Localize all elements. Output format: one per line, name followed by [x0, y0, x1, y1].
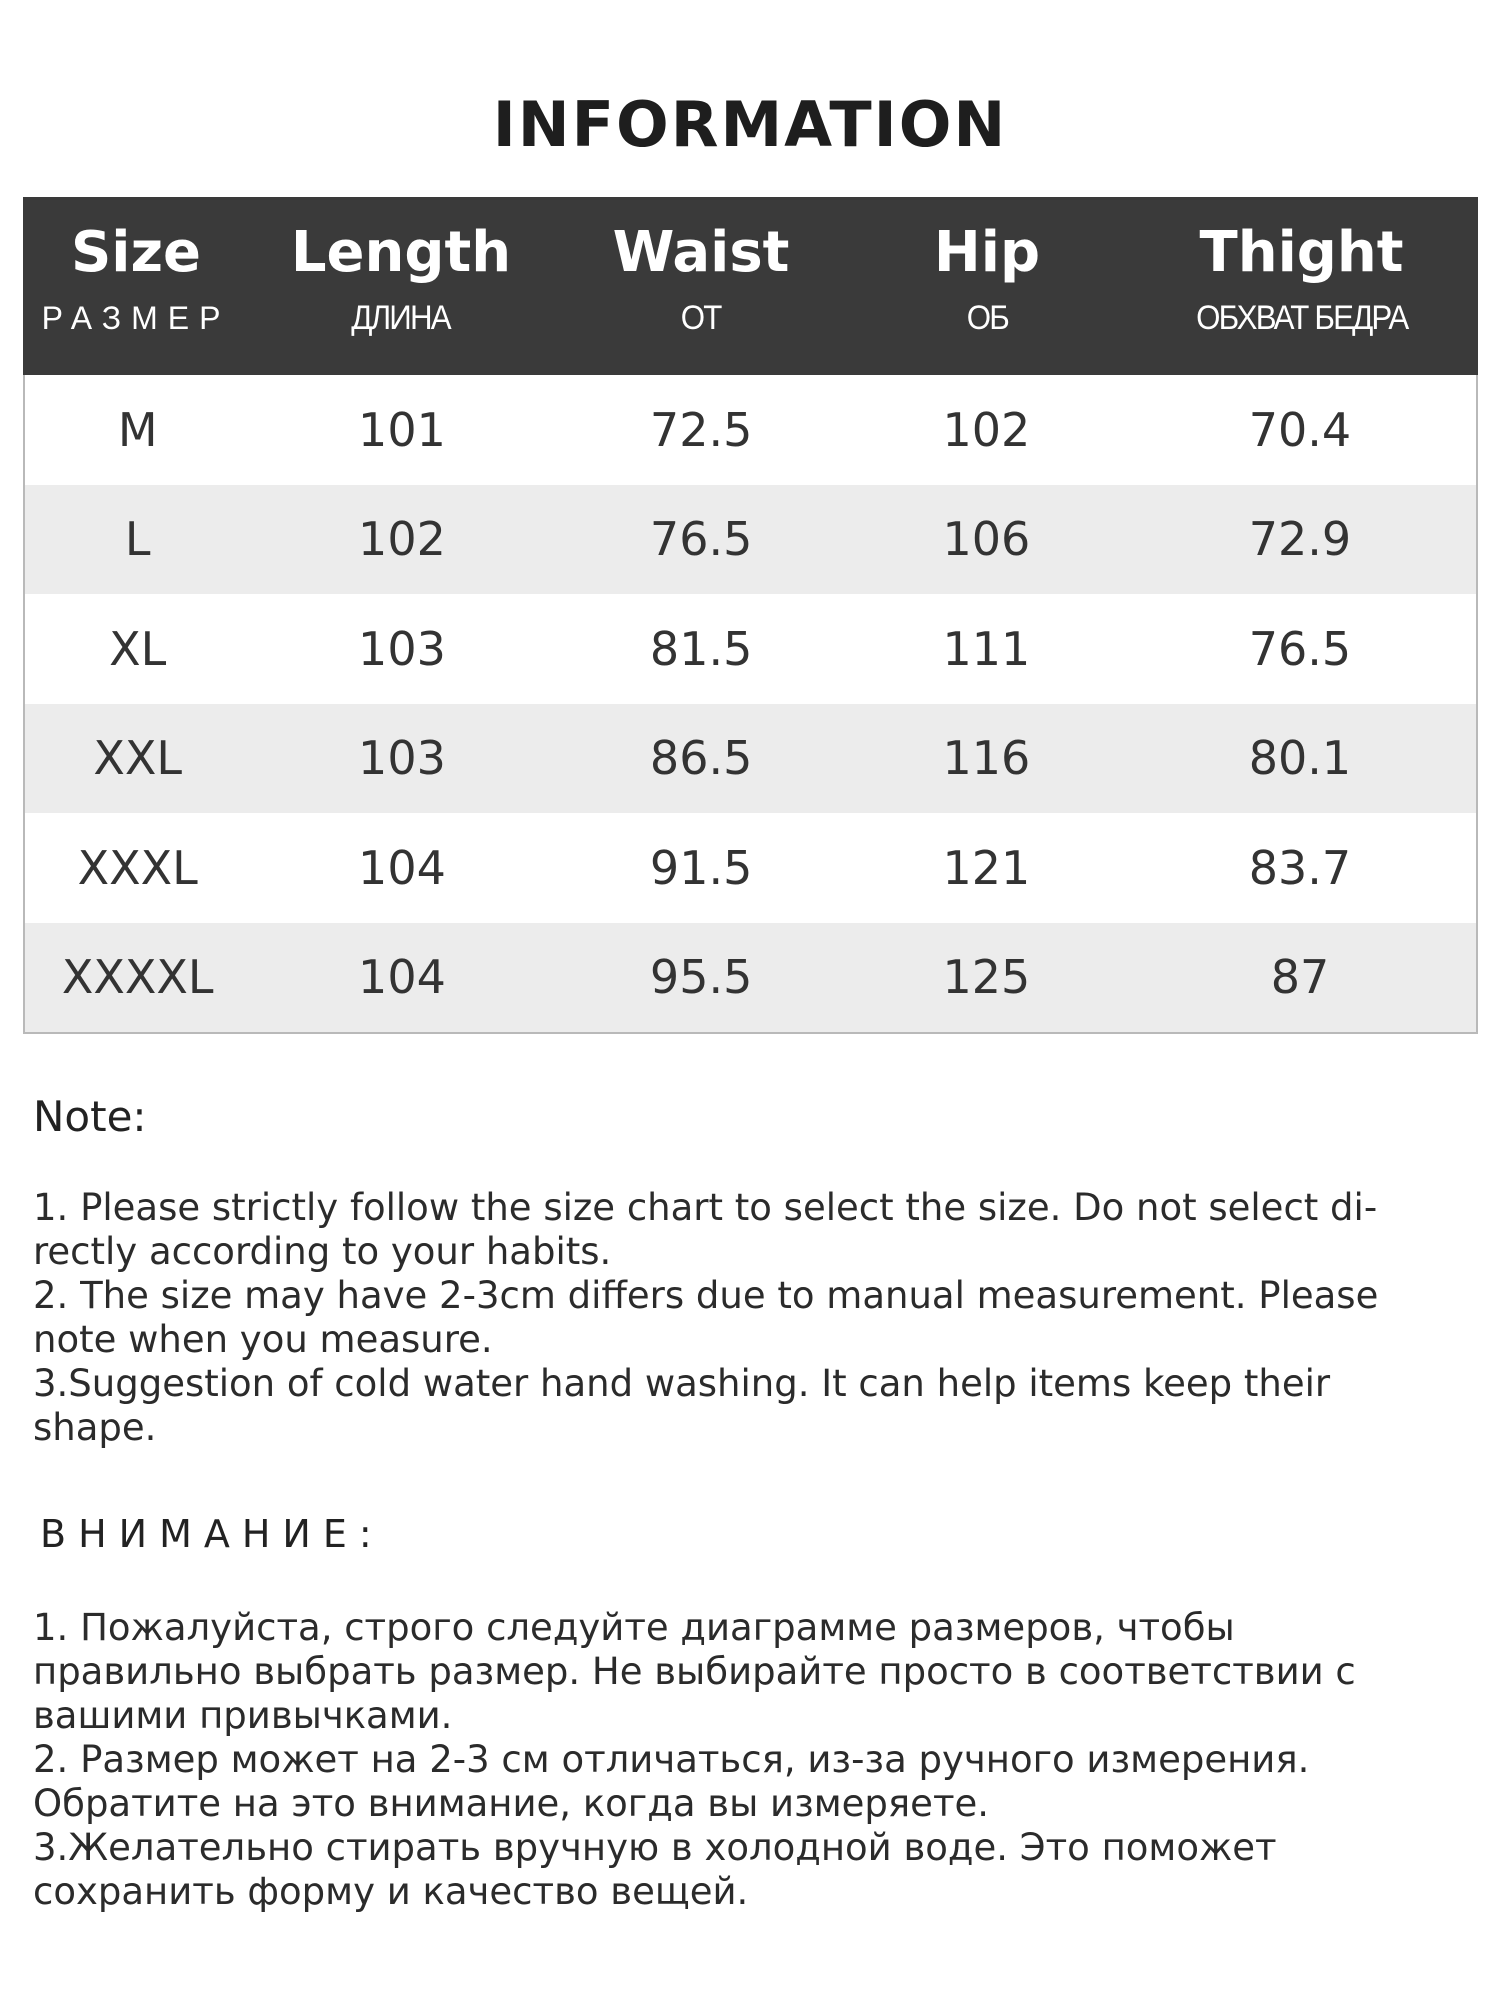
cell-hip: 111	[942, 621, 1031, 676]
cell-length: 104	[358, 950, 446, 1005]
header-waist-ru: ОТ	[681, 299, 721, 337]
english-notes	[33, 1186, 1453, 1450]
cell-length: 104	[358, 840, 446, 895]
header-thigh	[1125, 197, 1478, 375]
size-chart-table	[23, 197, 1478, 1034]
cell-size: L	[124, 512, 151, 567]
note-item: 3.Желательно стирать вручную в холодной воде. Это поможет сохранить форму и качество вещей.	[33, 1826, 1277, 1913]
header-size	[23, 197, 249, 375]
header-thigh-ru: ОБХВАТ БЕДРА	[1195, 299, 1408, 337]
cell-length: 103	[358, 731, 446, 786]
header-hip-ru: ОБ	[966, 299, 1008, 337]
cell-length: 103	[358, 621, 446, 676]
table-row	[25, 923, 1476, 1033]
cell-length: 102	[358, 512, 446, 567]
cell-waist: 81.5	[649, 621, 753, 676]
cell-hip: 125	[942, 950, 1031, 1005]
cell-thigh: 76.5	[1248, 621, 1352, 676]
cell-thigh: 87	[1270, 950, 1330, 1005]
note-heading: Note:	[33, 1092, 147, 1141]
header-hip-en: Hip	[933, 220, 1041, 285]
cell-size: XXXXL	[61, 950, 214, 1005]
note-item: 3.Suggestion of cold water hand washing. It can help items keep their shape.	[33, 1362, 1331, 1449]
russian-notes	[33, 1606, 1453, 1914]
cell-size: XXXL	[77, 840, 198, 895]
cell-waist: 95.5	[649, 950, 753, 1005]
cell-hip: 121	[942, 840, 1031, 895]
header-waist-en: Waist	[612, 220, 790, 285]
header-thigh-en: Thight	[1199, 220, 1404, 285]
cell-thigh: 83.7	[1248, 840, 1352, 895]
cell-thigh: 72.9	[1248, 512, 1352, 567]
cell-waist: 76.5	[649, 512, 753, 567]
page-title: INFORMATION	[492, 88, 1008, 161]
cell-hip: 116	[942, 731, 1031, 786]
cell-hip: 106	[942, 512, 1031, 567]
cell-size: M	[117, 402, 158, 457]
table-row	[25, 375, 1476, 485]
note-item: 2. Размер может на 2-3 см отличаться, из-за ручного измерения. Обратите на это внимание, когда вы измеряете.	[33, 1738, 1310, 1825]
note-item: 1. Пожалуйста, строго следуйте диаграмме размеров, чтобы правильно выбрать размер. Не выбирайте просто в соответствии с вашими привычками.	[33, 1606, 1356, 1737]
header-length-en: Length	[290, 220, 512, 285]
header-size-ru: РАЗМЕР	[41, 300, 231, 336]
cell-size: XL	[109, 621, 167, 676]
cell-size: XXL	[93, 731, 183, 786]
cell-hip: 102	[942, 402, 1031, 457]
cell-waist: 72.5	[649, 402, 753, 457]
cell-length: 101	[358, 402, 446, 457]
header-hip	[849, 197, 1125, 375]
table-header	[23, 197, 1478, 375]
header-length	[249, 197, 553, 375]
attention-heading: ВНИМАНИЕ:	[40, 1512, 384, 1556]
table-row	[25, 485, 1476, 595]
table-row	[25, 813, 1476, 923]
cell-thigh: 80.1	[1248, 731, 1352, 786]
header-waist	[553, 197, 849, 375]
note-item: 2. The size may have 2-3cm differs due to manual measurement. Please note when you measure.	[33, 1274, 1379, 1361]
table-row	[25, 704, 1476, 814]
cell-thigh: 70.4	[1248, 402, 1352, 457]
cell-waist: 86.5	[649, 731, 753, 786]
header-length-ru: ДЛИНА	[351, 299, 451, 337]
cell-waist: 91.5	[649, 840, 753, 895]
table-row	[25, 594, 1476, 704]
header-size-en: Size	[70, 220, 202, 285]
note-item: 1. Please strictly follow the size chart to select the size. Do not select di- rectly according to your habits.	[33, 1186, 1378, 1273]
